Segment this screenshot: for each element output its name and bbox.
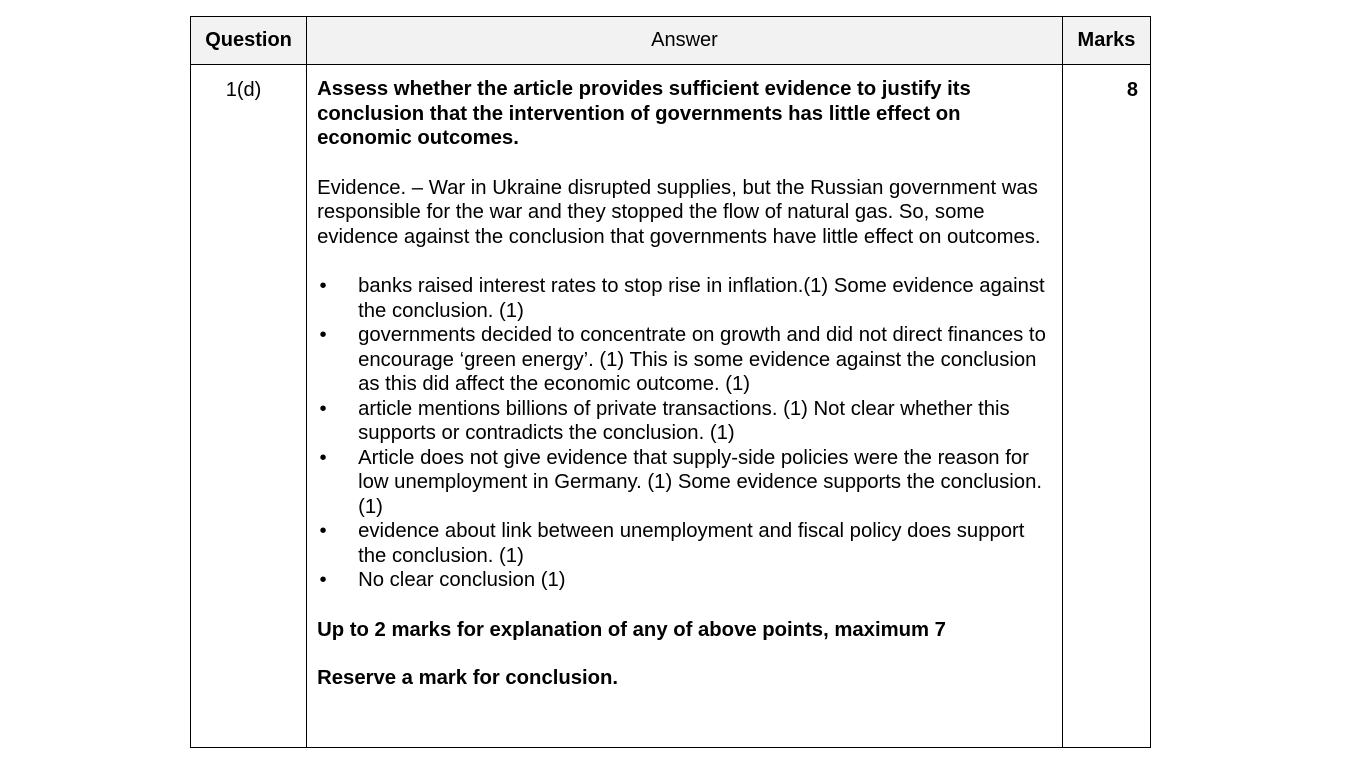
- header-answer: Answer: [307, 17, 1063, 65]
- question-text: Assess whether the article provides sufficient evidence to justify its conclusion that the intervention of governments has little effect on economic outcomes.: [317, 78, 971, 149]
- marks-value: 8: [1062, 65, 1150, 748]
- point-text: governments decided to concentrate on growth and did not direct finances to encourage ‘green energy’. (1) This is some evidence against the conclusion as this did affect the economic outcome. (1): [358, 324, 1046, 395]
- bullet-icon: •: [319, 324, 327, 346]
- header-marks: Marks: [1062, 17, 1150, 65]
- point-text: No clear conclusion (1): [358, 569, 566, 591]
- list-item: [317, 274, 1052, 323]
- reserve-mark-note: Reserve a mark for conclusion.: [317, 667, 619, 689]
- marking-guidance: Up to 2 marks for explanation of any of above points, maximum 7: [317, 618, 946, 641]
- point-text: banks raised interest rates to stop rise in inflation.(1) Some evidence against the conclusion. (1): [358, 275, 1045, 322]
- list-item: [317, 446, 1052, 520]
- bullet-icon: •: [319, 397, 327, 420]
- question-number: 1(d): [191, 65, 307, 748]
- bullet-icon: •: [319, 569, 327, 591]
- bullet-icon: •: [319, 446, 327, 469]
- list-item: [317, 323, 1052, 397]
- bullet-icon: •: [319, 275, 327, 297]
- point-text: article mentions billions of private transactions. (1) Not clear whether this supports or contradicts the conclusion. (1): [358, 397, 1010, 444]
- evidence-text: Evidence. – War in Ukraine disrupted supplies, but the Russian government was responsible for the war and they stopped the flow of natural gas. So, some evidence against the conclusion that governments have little effect on outcomes.: [317, 176, 1041, 248]
- bullet-icon: •: [319, 520, 327, 542]
- list-item: [317, 397, 1052, 446]
- list-item: [317, 568, 1052, 593]
- evidence-points-list: [317, 274, 1052, 593]
- header-question: Question: [191, 17, 307, 65]
- mark-scheme-table: [190, 16, 1151, 748]
- list-item: [317, 519, 1052, 568]
- table-row: [191, 65, 1151, 748]
- point-text: evidence about link between unemployment and fiscal policy does support the conclusion. (1): [358, 520, 1025, 567]
- answer-cell: [307, 65, 1063, 748]
- point-text: Article does not give evidence that supply-side policies were the reason for low unemployment in Germany. (1) Some evidence supports the conclusion. (1): [358, 446, 1042, 518]
- header-row: [191, 17, 1151, 65]
